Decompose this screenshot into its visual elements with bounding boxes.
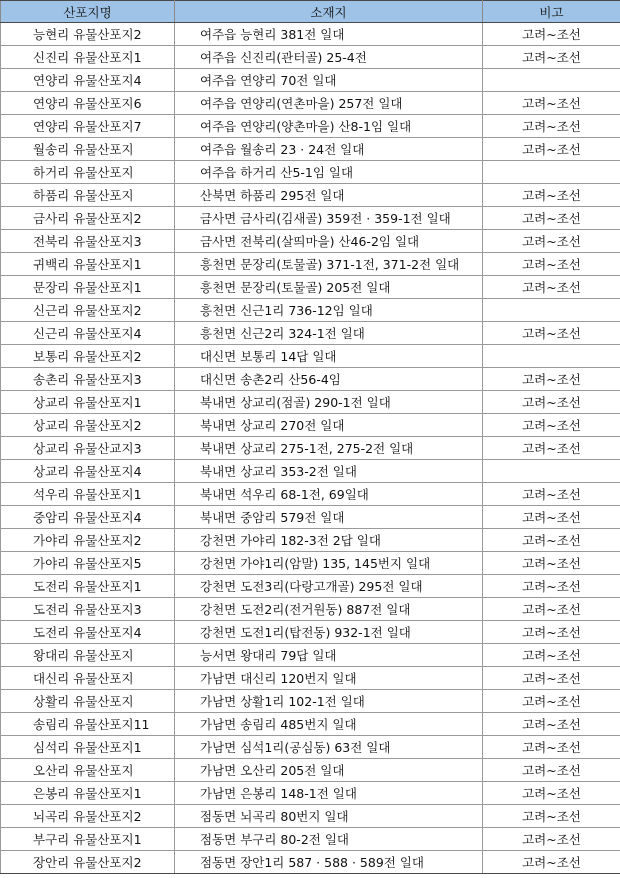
table-row [1,368,620,391]
location-cell: 능서면 왕대리 79답 일대 [175,644,483,667]
note-cell: 고려~조선 [483,690,620,713]
site-name-cell: 월송리 유물산포지 [1,138,175,161]
table-row [1,345,620,368]
note-cell: 고려~조선 [483,644,620,667]
site-name-cell: 신진리 유물산포지1 [1,46,175,69]
location-cell: 대신면 보통리 14답 일대 [175,345,483,368]
location-cell: 흥천면 신근2리 324-1전 일대 [175,322,483,345]
site-name-cell: 하거리 유물산포지 [1,161,175,184]
note-cell: 고려~조선 [483,46,620,69]
note-cell: 고려~조선 [483,552,620,575]
site-name-cell: 하품리 유물산포지 [1,184,175,207]
location-cell: 강천면 가야리 182-3전 2답 일대 [175,529,483,552]
location-cell: 북내면 상교리 275-1전, 275-2전 일대 [175,437,483,460]
location-cell: 여주읍 능현리 381전 일대 [175,23,483,46]
site-name-cell: 연양리 유물산포지6 [1,92,175,115]
table-row [1,184,620,207]
note-cell: 고려~조선 [483,23,620,46]
note-cell: 고려~조선 [483,805,620,828]
site-name-cell: 도전리 유물산포지4 [1,621,175,644]
note-cell: 고려~조선 [483,621,620,644]
location-cell: 가남면 오산리 205전 일대 [175,759,483,782]
location-cell: 북내면 석우리 68-1전, 69일대 [175,483,483,506]
site-name-cell: 신근리 유물산포지4 [1,322,175,345]
table-row [1,23,620,46]
header-row [1,1,620,23]
note-cell: 고려~조선 [483,667,620,690]
location-cell: 점동면 부구리 80-2전 일대 [175,828,483,851]
site-name-cell: 전북리 유물산포지3 [1,230,175,253]
note-cell: 고려~조선 [483,276,620,299]
site-name-cell: 상교리 유물산교지3 [1,437,175,460]
table-row [1,644,620,667]
table-row [1,253,620,276]
table-row [1,690,620,713]
table-row [1,667,620,690]
location-cell: 여주읍 연양리 70전 일대 [175,69,483,92]
location-cell: 강천면 가야1리(암말) 135, 145번지 일대 [175,552,483,575]
location-cell: 강천면 도전2리(전거원동) 887전 일대 [175,598,483,621]
location-cell: 산북면 하품리 295전 일대 [175,184,483,207]
site-name-cell: 오산리 유물산포지 [1,759,175,782]
location-cell: 여주읍 연양리(양촌마을) 산8-1임 일대 [175,115,483,138]
location-cell: 금사면 금사리(김새골) 359전 · 359-1전 일대 [175,207,483,230]
note-cell: 고려~조선 [483,575,620,598]
note-cell: 고려~조선 [483,414,620,437]
table-row [1,46,620,69]
location-cell: 북내면 상교리 353-2전 일대 [175,460,483,483]
table-row [1,115,620,138]
table-row [1,414,620,437]
site-name-cell: 은봉리 유물산포지1 [1,782,175,805]
location-cell: 점동면 장안1리 587 · 588 · 589전 일대 [175,851,483,874]
table-body [1,23,620,874]
note-cell: 고려~조선 [483,138,620,161]
note-cell: 고려~조선 [483,322,620,345]
table-row [1,161,620,184]
site-name-cell: 뇌곡리 유물산포지2 [1,805,175,828]
table-row [1,230,620,253]
note-cell [483,161,620,184]
location-cell: 여주읍 연양리(연촌마을) 257전 일대 [175,92,483,115]
table-row [1,575,620,598]
table-row [1,782,620,805]
table-row [1,713,620,736]
table-row [1,851,620,874]
table-row [1,299,620,322]
note-cell: 고려~조선 [483,713,620,736]
note-cell [483,299,620,322]
site-name-cell: 송촌리 유물산포지3 [1,368,175,391]
site-name-cell: 능현리 유물산포지2 [1,23,175,46]
site-name-cell: 가야리 유물산포지5 [1,552,175,575]
location-cell: 북내면 상교리(점골) 290-1전 일대 [175,391,483,414]
location-cell: 여주읍 월송리 23 · 24전 일대 [175,138,483,161]
note-cell [483,460,620,483]
note-cell: 고려~조선 [483,506,620,529]
note-cell: 고려~조선 [483,828,620,851]
note-cell: 고려~조선 [483,368,620,391]
table-row [1,736,620,759]
site-name-cell: 상활리 유물산포지 [1,690,175,713]
site-name-cell: 송림리 유물산포지11 [1,713,175,736]
table-row [1,207,620,230]
note-cell: 고려~조선 [483,230,620,253]
site-name-cell: 대신리 유물산포지 [1,667,175,690]
table-row [1,552,620,575]
site-name-cell: 부구리 유물산포지1 [1,828,175,851]
note-cell: 고려~조선 [483,851,620,874]
note-cell: 고려~조선 [483,598,620,621]
note-cell [483,345,620,368]
site-name-cell: 연양리 유물산포지4 [1,69,175,92]
table-row [1,322,620,345]
note-cell: 고려~조선 [483,759,620,782]
table-row [1,506,620,529]
site-name-cell: 중암리 유물산포지4 [1,506,175,529]
site-name-cell: 도전리 유물산포지1 [1,575,175,598]
table-row [1,92,620,115]
note-cell: 고려~조선 [483,391,620,414]
site-name-cell: 상교리 유물산포지1 [1,391,175,414]
location-cell: 가남면 심석1리(공심동) 63전 일대 [175,736,483,759]
site-name-cell: 신근리 유물산포지2 [1,299,175,322]
note-cell: 고려~조선 [483,184,620,207]
site-name-cell: 장안리 유물산포지2 [1,851,175,874]
table-row [1,805,620,828]
location-cell: 흥천면 문장리(토물골) 205전 일대 [175,276,483,299]
location-cell: 가남면 은봉리 148-1전 일대 [175,782,483,805]
location-cell: 북내면 상교리 270전 일대 [175,414,483,437]
note-cell: 고려~조선 [483,736,620,759]
site-name-cell: 심석리 유물산포지1 [1,736,175,759]
site-name-cell: 상교리 유물산포지4 [1,460,175,483]
location-cell: 흥천면 신근1리 736-12임 일대 [175,299,483,322]
table-row [1,483,620,506]
site-name-cell: 연양리 유물산포지7 [1,115,175,138]
note-cell: 고려~조선 [483,92,620,115]
site-name-cell: 금사리 유물산포지2 [1,207,175,230]
site-name-cell: 귀백리 유물산포지1 [1,253,175,276]
column-header-site-name: 산포지명 [1,1,175,23]
table-row [1,138,620,161]
site-name-cell: 문장리 유물산포지1 [1,276,175,299]
note-cell [483,69,620,92]
note-cell: 고려~조선 [483,207,620,230]
column-header-note: 비고 [483,1,620,23]
location-cell: 여주읍 신진리(관터골) 25-4전 [175,46,483,69]
location-cell: 강천면 도전3리(다랑고개골) 295전 일대 [175,575,483,598]
location-cell: 북내면 중암리 579전 일대 [175,506,483,529]
note-cell: 고려~조선 [483,782,620,805]
note-cell: 고려~조선 [483,115,620,138]
location-cell: 흥천면 문장리(토물골) 371-1전, 371-2전 일대 [175,253,483,276]
table-row [1,598,620,621]
table-row [1,828,620,851]
column-header-location: 소재지 [175,1,483,23]
location-cell: 가남면 송림리 485번지 일대 [175,713,483,736]
location-cell: 강천면 도전1리(탑전동) 932-1전 일대 [175,621,483,644]
site-name-cell: 왕대리 유물산포지 [1,644,175,667]
site-name-cell: 보통리 유물산포지2 [1,345,175,368]
table-row [1,69,620,92]
table-row [1,437,620,460]
site-name-cell: 석우리 유물산포지1 [1,483,175,506]
table-row [1,276,620,299]
location-cell: 여주읍 하거리 산5-1임 일대 [175,161,483,184]
table-row [1,529,620,552]
location-cell: 점동면 뇌곡리 80번지 일대 [175,805,483,828]
note-cell: 고려~조선 [483,437,620,460]
location-cell: 금사면 전북리(살띄마을) 산46-2임 일대 [175,230,483,253]
site-name-cell: 도전리 유물산포지3 [1,598,175,621]
note-cell: 고려~조선 [483,253,620,276]
location-cell: 가남면 대신리 120번지 일대 [175,667,483,690]
note-cell: 고려~조선 [483,529,620,552]
table-row [1,621,620,644]
site-name-cell: 상교리 유물산포지2 [1,414,175,437]
table-row [1,759,620,782]
table-row [1,391,620,414]
location-cell: 대신면 송촌2리 산56-4임 [175,368,483,391]
table-row [1,460,620,483]
site-name-cell: 가야리 유물산포지2 [1,529,175,552]
location-cell: 가남면 상활1리 102-1전 일대 [175,690,483,713]
note-cell: 고려~조선 [483,483,620,506]
